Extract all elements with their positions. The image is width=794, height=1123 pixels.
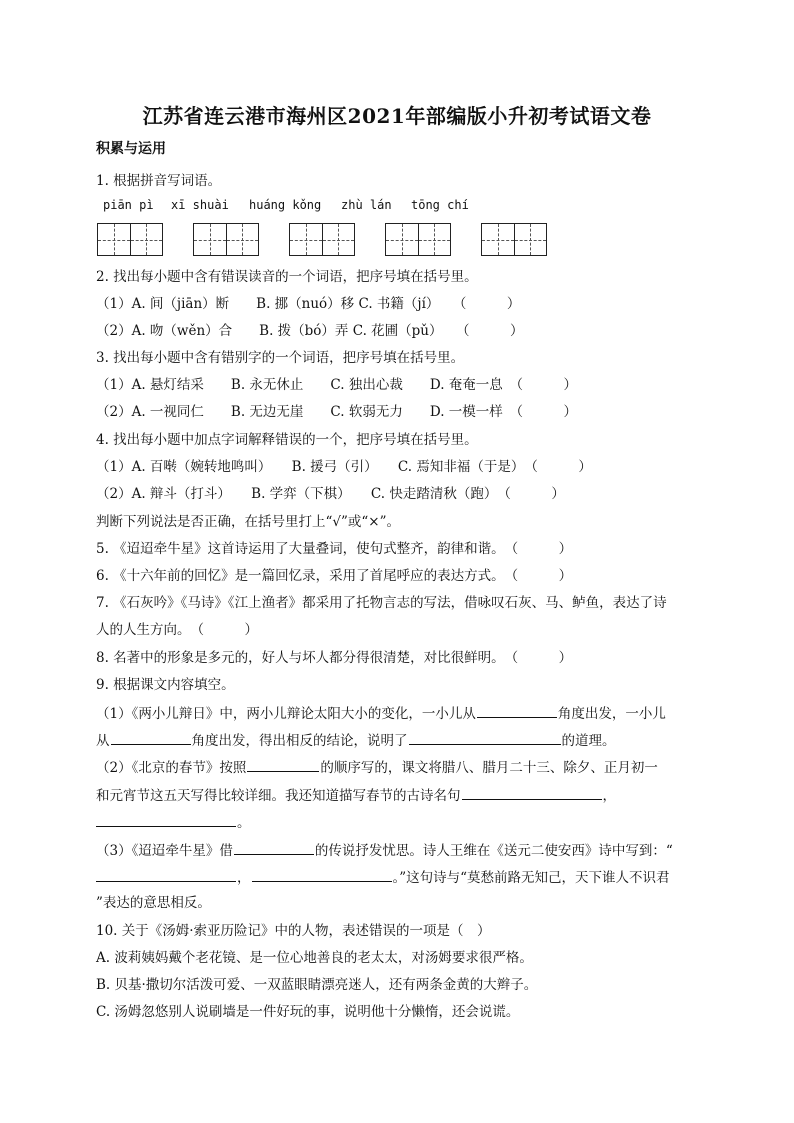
writing-grid-1[interactable] xyxy=(97,223,163,256)
q9-blank-2[interactable] xyxy=(111,730,191,745)
q9-blank-4[interactable] xyxy=(247,757,319,772)
q9-blank-6[interactable] xyxy=(96,812,236,827)
section-heading: 积累与运用 xyxy=(96,141,166,157)
q9-blank-7[interactable] xyxy=(234,840,314,855)
q4-line-2: （2）A. 辩斗（打斗） B. 学弈（下棋） C. 快走踏清秋（跑） （ ） xyxy=(96,486,565,502)
q7-text-line-1: 7. 《石灰吟》《马诗》《江上渔者》都采用了托物言志的写法，借咏叹石灰、马、鲈鱼，表达了诗 xyxy=(96,595,667,611)
q9-stem: 9. 根据课文内容填空。 xyxy=(96,677,235,693)
q9-p2-line-3 xyxy=(96,812,706,832)
q7-text-line-2: 人的人生方向。 （ ） xyxy=(96,622,258,638)
q10-option-a: A. 波莉姨妈戴个老花镜、是一位心地善良的老太太，对汤姆要求很严格。 xyxy=(96,950,533,966)
writing-grid-5[interactable] xyxy=(481,223,547,256)
q9-blank-8[interactable] xyxy=(96,867,236,882)
writing-grid-2[interactable] xyxy=(193,223,259,256)
q8-text: 8. 名著中的形象是多元的，好人与坏人都分得很清楚，对比很鲜明。 （ ） xyxy=(96,650,573,666)
q9-p3a-text2: 的传说抒发忧思。诗人王维在《送元二使安西》诗中写到：“ xyxy=(314,843,673,859)
q9-p3-line-3: ”表达的意思相反。 xyxy=(96,895,211,911)
writing-grid-4[interactable] xyxy=(385,223,451,256)
pinyin-4: zhù lán xyxy=(341,198,392,212)
q6-text: 6. 《十六年前的回忆》是一篇回忆录，采用了首尾呼应的表达方式。 （ ） xyxy=(96,568,573,584)
q4-line-1: （1）A. 百啭（婉转地鸣叫） B. 援弓（引） C. 焉知非福（于是） （ ） xyxy=(96,459,592,475)
pinyin-2: xī shuài xyxy=(171,198,229,212)
q9-p1b-text1: 从 xyxy=(96,733,110,749)
q9-p2a-text1: （2）《北京的春节》按照 xyxy=(96,760,247,776)
q9-p1b-text2: 角度出发，得出相反的结论，说明了 xyxy=(191,733,408,749)
page-title: 江苏省连云港市海州区2021年部编版小升初考试语文卷 xyxy=(142,104,652,128)
q3-line-1: （1）A. 悬灯结采 B. 永无休止 C. 独出心裁 D. 奄奄一息 （ ） xyxy=(96,377,578,393)
q9-blank-9[interactable] xyxy=(252,867,392,882)
q9-p2-line-2 xyxy=(96,785,706,805)
writing-grid-3[interactable] xyxy=(289,223,355,256)
q9-blank-1[interactable] xyxy=(477,703,557,718)
q9-p2a-text2: 的顺序写的，课文将腊八、腊月二十三、除夕、正月初一 xyxy=(320,760,658,776)
q2-line-1: （1）A. 间（jiān）断 B. 挪（nuó）移 C. 书籍（jí） （ ） xyxy=(96,296,521,312)
q9-p3b-text1: ， xyxy=(237,870,251,886)
pinyin-3: huáng kǒng xyxy=(249,198,322,212)
q9-blank-3[interactable] xyxy=(409,730,561,745)
judge-stem: 判断下列说法是否正确，在括号里打上“√”或“×”。 xyxy=(96,514,401,530)
q9-p2b-text1: 和元宵节这五天写得比较详细。我还知道描写春节的古诗名句 xyxy=(96,788,461,804)
q9-p3-line-2 xyxy=(96,867,706,887)
q1-stem: 1. 根据拼音写词语。 xyxy=(96,173,222,189)
q10-stem: 10. 关于《汤姆·索亚历险记》中的人物，表述错误的一项是（ ） xyxy=(96,923,491,939)
q9-p2-line-1 xyxy=(96,757,706,777)
q9-p2b-text2: ， xyxy=(602,788,616,804)
q9-blank-5[interactable] xyxy=(462,785,602,800)
q5-text: 5. 《迢迢牵牛星》这首诗运用了大量叠词，使句式整齐，韵律和谐。 （ ） xyxy=(96,541,573,557)
q9-p1-line-2 xyxy=(96,730,706,750)
q9-p3-line-1 xyxy=(96,840,706,860)
q2-line-2: （2）A. 吻（wěn）合 B. 拨（bó）弄 C. 花圃（pǔ） （ ） xyxy=(96,323,524,339)
q9-p1b-text3: 的道理。 xyxy=(561,733,616,749)
q3-stem: 3. 找出每小题中含有错别字的一个词语，把序号填在括号里。 xyxy=(96,350,465,366)
q9-p3b-text2: 。”这句诗与“莫愁前路无知己，天下谁人不识君 xyxy=(392,870,670,886)
q9-p2c-text: 。 xyxy=(237,815,251,831)
q2-stem: 2. 找出每小题中含有错误读音的一个词语，把序号填在括号里。 xyxy=(96,269,478,285)
q10-option-b: B. 贝基·撒切尔活泼可爱、一双蓝眼睛漂亮迷人，还有两条金黄的大辫子。 xyxy=(96,977,538,993)
q9-p1a-text1: （1）《两小儿辩日》中，两小儿辩论太阳大小的变化，一小儿从 xyxy=(96,706,476,722)
q4-stem: 4. 找出每小题中加点字词解释错误的一个，把序号填在括号里。 xyxy=(96,432,478,448)
q9-p3a-text1: （3）《迢迢牵牛星》借 xyxy=(96,843,233,859)
q3-line-2: （2）A. 一视同仁 B. 无边无崖 C. 软弱无力 D. 一模一样 （ ） xyxy=(96,404,578,420)
pinyin-1: piān pì xyxy=(103,198,154,212)
q9-p1-line-1 xyxy=(96,703,706,723)
pinyin-5: tōng chí xyxy=(411,198,469,212)
q9-p1a-text2: 角度出发，一小儿 xyxy=(557,706,666,722)
q10-option-c: C. 汤姆忽悠别人说刷墙是一件好玩的事，说明他十分懒惰，还会说谎。 xyxy=(96,1004,520,1020)
